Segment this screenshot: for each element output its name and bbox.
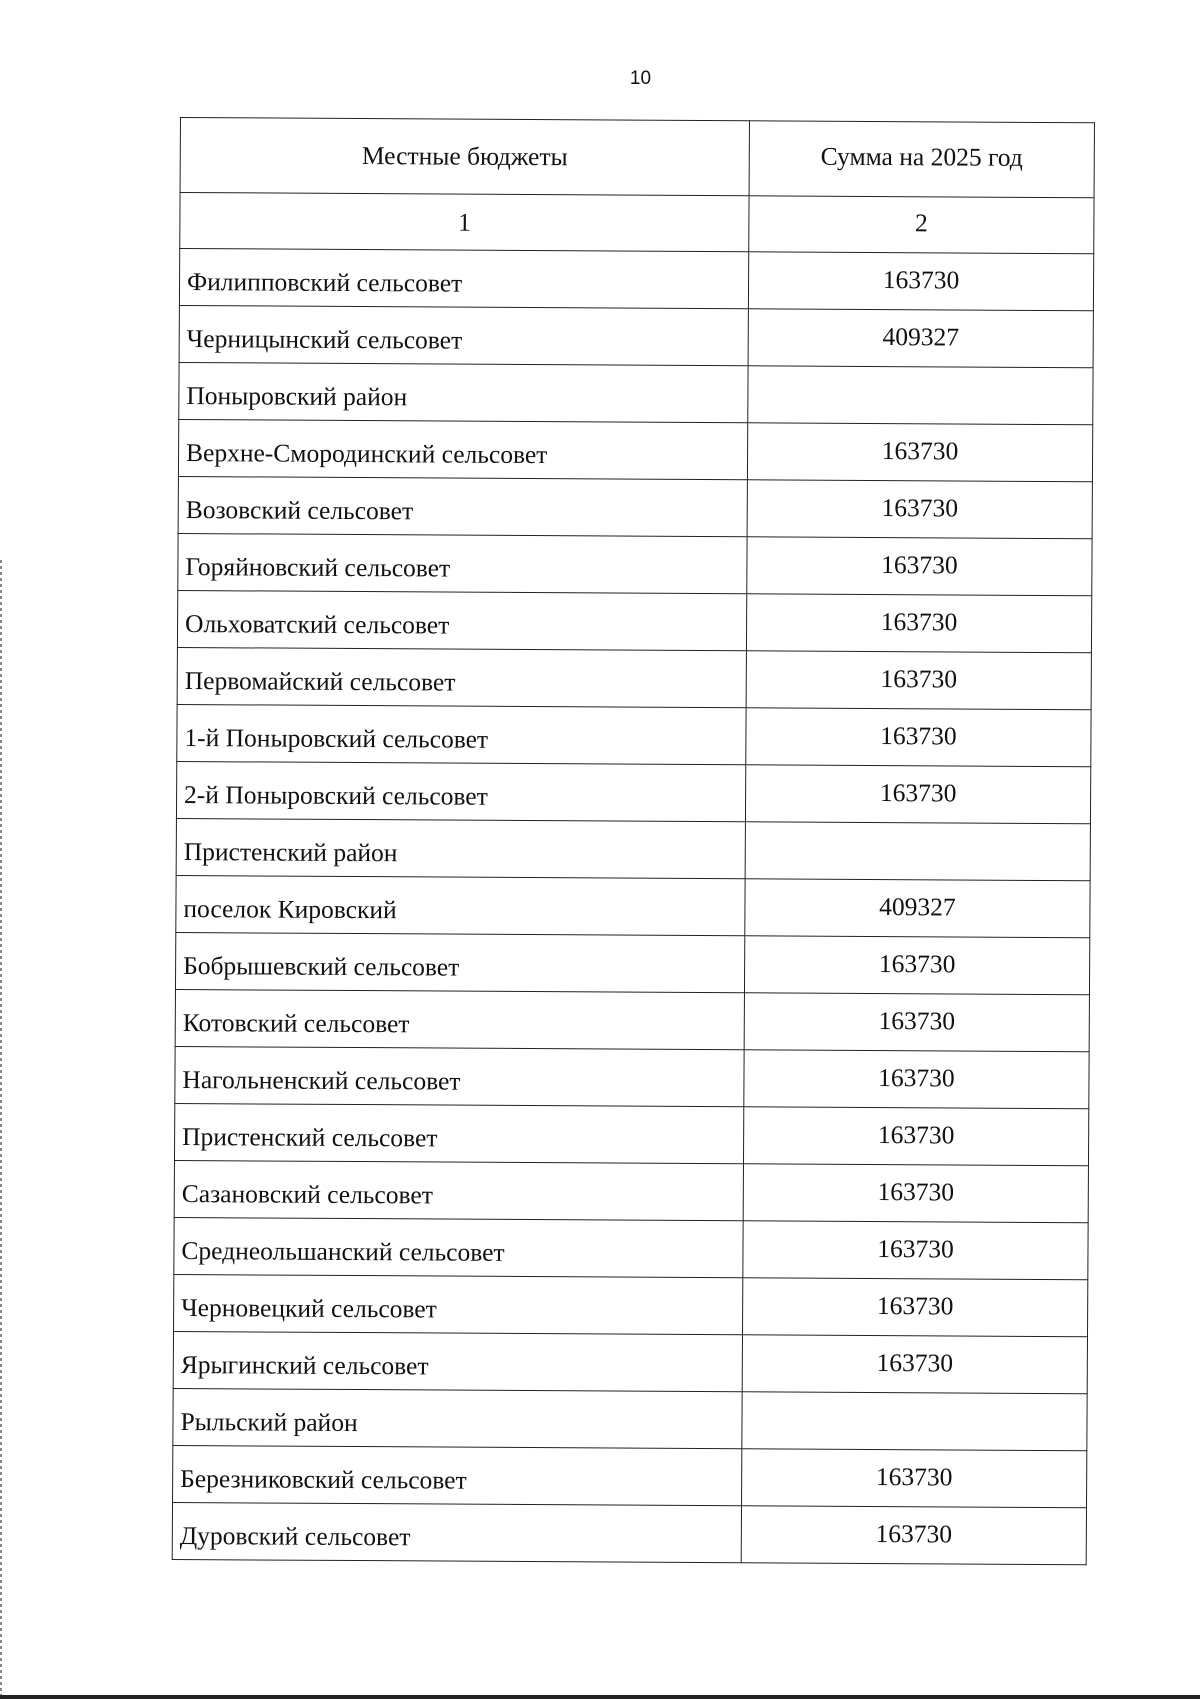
amount-cell: 409327 xyxy=(748,309,1093,368)
table-row xyxy=(175,1046,1089,1108)
budget-name-cell: Котовский сельсовет xyxy=(175,989,744,1049)
table-row xyxy=(175,989,1089,1051)
budget-name-cell: Дуровский сельсовет xyxy=(172,1502,741,1562)
amount-cell: 163730 xyxy=(744,1050,1089,1109)
amount-cell: 163730 xyxy=(747,480,1092,539)
table-row xyxy=(178,533,1092,595)
budget-name-cell: Горяйновский сельсовет xyxy=(178,533,747,593)
budget-name-cell: Рыльский район xyxy=(173,1388,742,1448)
budget-name-cell: поселок Кировский xyxy=(176,875,745,935)
table-row xyxy=(179,362,1093,424)
table-row xyxy=(177,590,1091,652)
table-row xyxy=(179,305,1093,367)
budget-name-cell: Верхне-Смородинский сельсовет xyxy=(178,419,747,479)
amount-cell: 163730 xyxy=(743,1107,1088,1166)
budget-name-cell: Черновецкий сельсовет xyxy=(174,1274,743,1334)
budget-name-cell: Бобрышевский сельсовет xyxy=(175,932,744,992)
column-header-local-budgets: Местные бюджеты xyxy=(180,118,749,196)
column-number-1: 1 xyxy=(180,193,749,252)
table-row xyxy=(173,1445,1087,1507)
table-row xyxy=(177,647,1091,709)
table-row xyxy=(174,1160,1088,1222)
budget-name-cell: Черницынский сельсовет xyxy=(179,305,748,365)
column-number-row xyxy=(180,193,1094,254)
table-row xyxy=(174,1217,1088,1279)
table-row xyxy=(174,1274,1088,1336)
table-row xyxy=(172,1502,1086,1564)
amount-cell: 163730 xyxy=(742,1335,1087,1394)
budget-name-cell: Среднеольшанский сельсовет xyxy=(174,1217,743,1277)
amount-cell: 163730 xyxy=(743,1221,1088,1280)
amount-cell: 163730 xyxy=(746,708,1091,767)
budget-name-cell: Поныровский район xyxy=(179,362,748,422)
scan-edge-bottom xyxy=(0,1695,1200,1699)
table-row xyxy=(177,704,1091,766)
table-row xyxy=(176,761,1090,823)
amount-cell: 163730 xyxy=(747,423,1092,482)
table-row xyxy=(176,875,1090,937)
budget-name-cell: Пристенский район xyxy=(176,818,745,878)
table-row xyxy=(174,1103,1088,1165)
table-row xyxy=(178,419,1092,481)
budget-name-cell: Возовский сельсовет xyxy=(178,476,747,536)
amount-cell: 163730 xyxy=(741,1506,1086,1565)
budget-name-cell: Первомайский сельсовет xyxy=(177,647,746,707)
table-row xyxy=(179,249,1093,311)
amount-cell xyxy=(748,366,1093,425)
budget-name-cell: Филипповский сельсовет xyxy=(179,249,748,309)
table-header-row xyxy=(180,118,1094,198)
amount-cell: 163730 xyxy=(744,993,1089,1052)
amount-cell: 163730 xyxy=(746,651,1091,710)
budget-name-cell: Березниковский сельсовет xyxy=(173,1445,742,1505)
budget-name-cell: Ольховатский сельсовет xyxy=(177,590,746,650)
amount-cell: 163730 xyxy=(746,594,1091,653)
table-row xyxy=(176,818,1090,880)
budget-name-cell: Нагольненский сельсовет xyxy=(175,1046,744,1106)
scan-edge-left xyxy=(0,560,2,1699)
table-row xyxy=(175,932,1089,994)
amount-cell: 163730 xyxy=(745,765,1090,824)
budget-name-cell: Пристенский сельсовет xyxy=(174,1103,743,1163)
table-row xyxy=(173,1331,1087,1393)
page-number: 10 xyxy=(629,68,652,89)
column-header-amount-2025: Сумма на 2025 год xyxy=(749,121,1094,198)
budget-name-cell: Ярыгинский сельсовет xyxy=(173,1331,742,1391)
amount-cell: 163730 xyxy=(748,252,1093,311)
column-number-2: 2 xyxy=(749,196,1094,254)
budget-name-cell: 2-й Поныровский сельсовет xyxy=(176,761,745,821)
budget-table xyxy=(172,117,1095,1565)
amount-cell: 163730 xyxy=(742,1278,1087,1337)
budget-name-cell: Сазановский сельсовет xyxy=(174,1160,743,1220)
budget-name-cell: 1-й Поныровский сельсовет xyxy=(177,704,746,764)
amount-cell: 409327 xyxy=(745,879,1090,938)
amount-cell xyxy=(742,1392,1087,1451)
table-row xyxy=(178,476,1092,538)
table-row xyxy=(173,1388,1087,1450)
amount-cell: 163730 xyxy=(744,936,1089,995)
amount-cell xyxy=(745,822,1090,881)
amount-cell: 163730 xyxy=(747,537,1092,596)
amount-cell: 163730 xyxy=(743,1164,1088,1223)
amount-cell: 163730 xyxy=(742,1449,1087,1508)
